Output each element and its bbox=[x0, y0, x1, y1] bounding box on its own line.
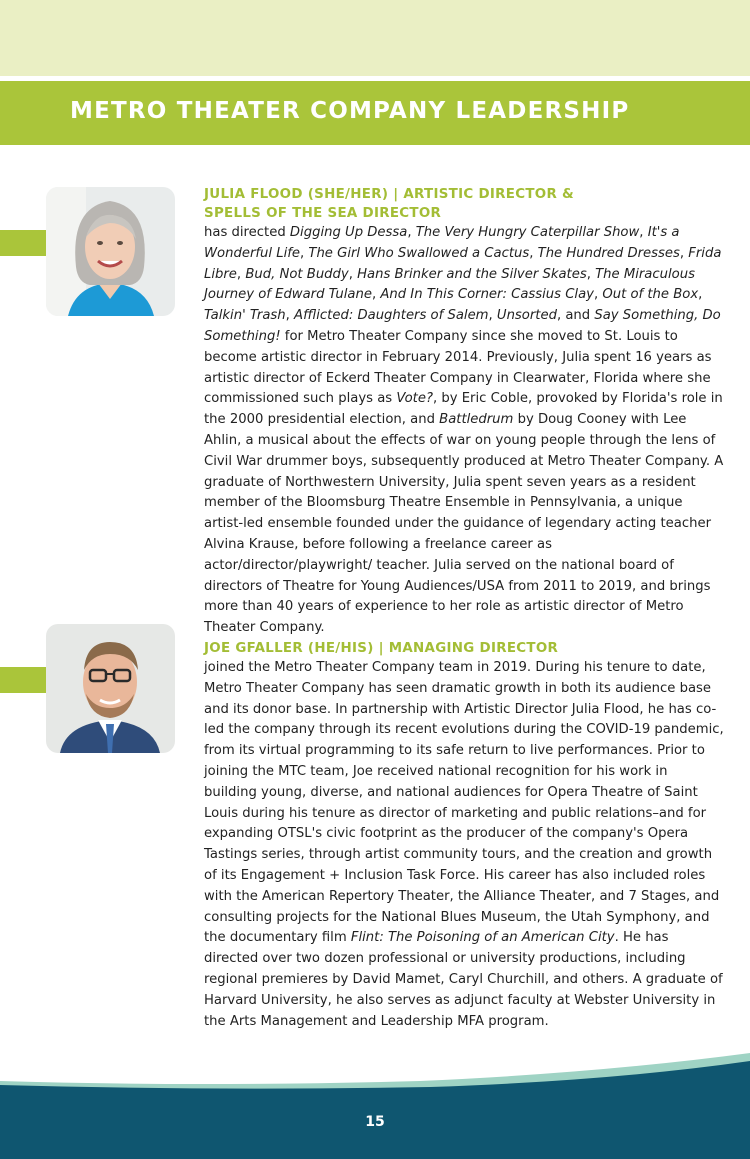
text-run: , bbox=[348, 266, 358, 282]
text-run: , bbox=[407, 225, 416, 240]
top-color-band bbox=[0, 0, 750, 76]
italic-title: Afflicted: Daughters of Salem bbox=[294, 308, 489, 324]
italic-title: The Hundred Dresses bbox=[537, 245, 680, 261]
italic-title: The Very Hungry Caterpillar Show bbox=[415, 225, 640, 240]
italic-title: Battledrum bbox=[439, 412, 514, 428]
text-run: , bbox=[529, 245, 538, 261]
page-title: METRO THEATER COMPANY LEADERSHIP bbox=[70, 98, 630, 124]
text-run: by Doug Cooney with Lee Ahlin, a musical about the effects of war on young people through the lens of Civil War drummer boys, subsequently produced at Metro Theater Company. A graduate of Northwestern University, Julia spent seven years as a resident member of the Bloomsburg Theatre Ensemble in Pennsylvania, a unique artist-led ensemble founded under the guidance of legendary acting teacher Alvina Krause, before following a freelance career as actor/director/playwright/ teacher. Julia served on the national board of directors of Theatre for Young Audiences/USA from 2011 to 2019, and brings more than 40 years of experience to her role as artistic director of Metro Theater Company. bbox=[204, 412, 724, 636]
italic-title: And In This Corner: Cassius Clay bbox=[380, 287, 594, 303]
italic-title: Out of the Box bbox=[602, 287, 699, 303]
bio-paragraph bbox=[204, 223, 724, 639]
text-run: , bbox=[488, 308, 497, 324]
text-run: , bbox=[285, 308, 295, 324]
italic-title: Frida Libre bbox=[204, 245, 722, 282]
accent-tab bbox=[0, 667, 48, 693]
text-run: , bbox=[698, 287, 703, 303]
bio-heading-line: SPELLS OF THE SEA DIRECTOR bbox=[204, 206, 442, 221]
title-band bbox=[0, 81, 750, 145]
bio-heading-line: JOE GFALLER (HE/HIS) | MANAGING DIRECTOR bbox=[204, 641, 559, 656]
italic-title: Digging Up Dessa bbox=[289, 225, 408, 240]
bio-heading bbox=[204, 639, 724, 658]
italic-title: Bud, Not Buddy bbox=[245, 266, 349, 282]
text-run: joined the Metro Theater Company team in 2019. During his tenure to date, Metro Theater Company has seen dramatic growth in both its audience base and its donor base. In partnership with Artistic Director Julia Flood, he has co-led the company through its recent evolutions during the COVID-19 pandemic, from its virtual programming to its safe return to live performances. Prior to joining the MTC team, Joe received national recognition for his work in building young, diverse, and national audiences for Opera Theatre of Saint Louis during his tenure as director of marketing and public relations–and for expanding OTSL's civic footprint as the producer of the company's Opera Tastings series, through artist community tours, and the creation and growth of its Engagement + Inclusion Task Force. His career has also included roles with the American Repertory Theater, the Alliance Theater, and 7 Stages, and consulting projects for the National Blues Museum, the Utah Symphony, and the documentary film bbox=[204, 660, 724, 946]
text-run: , bbox=[236, 266, 246, 282]
italic-title: Flint: The Poisoning of an American City bbox=[350, 930, 615, 946]
text-run: , bbox=[639, 225, 648, 240]
bio-julia-flood bbox=[204, 185, 724, 639]
julia-flood-photo bbox=[46, 187, 175, 316]
bio-joe-gfaller bbox=[204, 639, 724, 1032]
italic-title: Say Something, Do Something! bbox=[204, 308, 721, 344]
accent-tab bbox=[0, 230, 48, 256]
text-run: . He has directed over two dozen professional or university productions, including regional premieres by David Mamet, Caryl Churchill, and others. A graduate of Harvard University, he also serves as adjunct faculty at Webster University in the Arts Management and Leadership MFA program. bbox=[204, 930, 723, 1029]
page-number: 15 bbox=[365, 1114, 385, 1130]
text-run: for Metro Theater Company since she moved to St. Louis to become artistic director in February 2014. Previously, Julia spent 16 years as artistic director of Eckerd Theater Company in Clearwater, Florida where she commissioned such plays as bbox=[204, 328, 712, 407]
italic-title: The Girl Who Swallowed a Cactus bbox=[308, 245, 530, 261]
text-run: , bbox=[300, 245, 309, 261]
text-run: , by Eric Coble, provoked by Florida's role in the 2000 presidential election, and bbox=[204, 391, 723, 428]
bio-heading-line: JULIA FLOOD (SHE/HER) | ARTISTIC DIRECTOR & bbox=[204, 187, 575, 202]
italic-title: Unsorted bbox=[496, 308, 557, 324]
footer-wave bbox=[0, 1045, 750, 1159]
bio-paragraph bbox=[204, 658, 724, 1032]
text-run: , bbox=[586, 266, 596, 282]
text-run: , bbox=[593, 287, 603, 303]
italic-title: Talkin' Trash bbox=[204, 308, 286, 324]
italic-title: Vote? bbox=[396, 391, 433, 407]
text-run: , bbox=[679, 245, 689, 261]
bio-heading bbox=[204, 185, 724, 223]
joe-gfaller-photo bbox=[46, 624, 175, 753]
italic-title: It's a Wonderful Life bbox=[204, 225, 680, 261]
italic-title: Hans Brinker and the Silver Skates bbox=[357, 266, 587, 282]
italic-title: The Miraculous Journey of Edward Tulane bbox=[204, 266, 695, 303]
text-run: has directed bbox=[204, 225, 290, 240]
text-run: , bbox=[371, 287, 381, 303]
text-run: , and bbox=[556, 308, 595, 324]
